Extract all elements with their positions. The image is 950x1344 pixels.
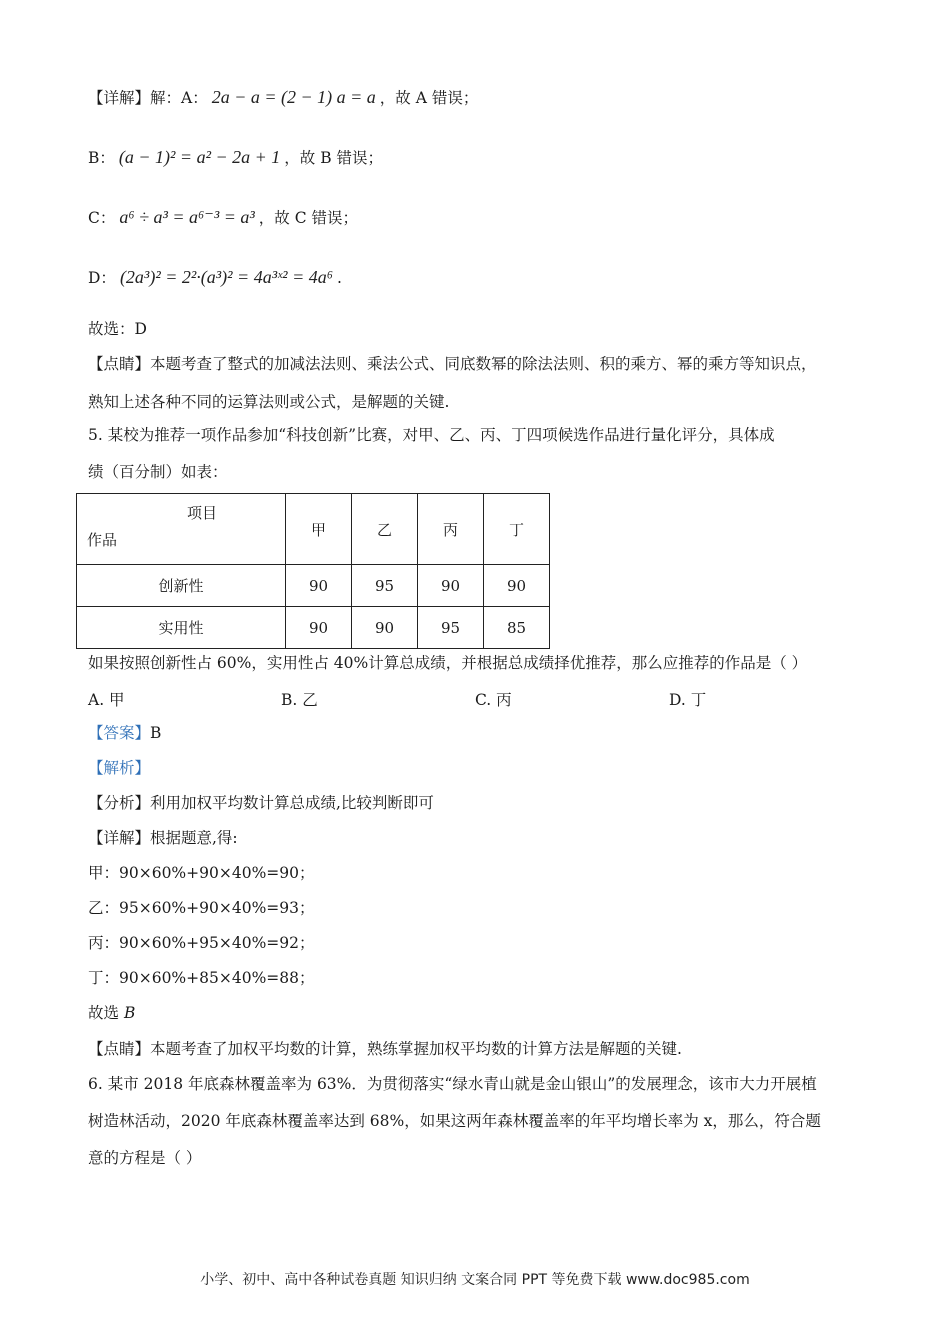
detail-2-line: 【详解】根据题意,得: [88, 829, 238, 847]
answer-line [88, 722, 161, 744]
detail-line-b [88, 146, 383, 169]
formula-b: (a − 1)² = a² − 2a + 1 [118, 147, 281, 167]
option-d: D. 丁 [669, 691, 707, 709]
table-cell: 90 [484, 565, 550, 607]
choice-line-1: 故选：D [88, 320, 147, 338]
formula-d: (2a³)² = 2²·(a³)² = 4a³ˣ² = 4a⁶ [119, 267, 333, 287]
choice-2-value: B [123, 1004, 136, 1022]
choice-line-2 [88, 1002, 135, 1024]
table-cell: 95 [352, 565, 418, 607]
question-5-line-2: 绩（百分制）如表： [88, 463, 228, 481]
question-6-line-1: 6. 某市 2018 年底森林覆盖率为 63%．为贯彻落实“绿水青山就是金山银山”的发展理念，该市大力开展植 [88, 1075, 817, 1093]
formula-a: 2a − a = (2 − 1) a = a [211, 87, 376, 107]
corner-bottom-label: 作品 [87, 531, 118, 549]
choice-2-prefix: 故选 [88, 1004, 124, 1022]
answer-label: 【答案】 [88, 724, 151, 742]
table-cell: 90 [286, 607, 352, 649]
option-a: A. 甲 [88, 691, 125, 709]
formula-c: a⁶ ÷ a³ = a⁶⁻³ = a³ [119, 207, 255, 227]
option-c: C. 丙 [475, 691, 512, 709]
table-cell: 85 [484, 607, 550, 649]
analysis-label: 【解析】 [88, 759, 151, 777]
analysis-line: 【分析】利用加权平均数计算总成绩,比较判断即可 [88, 794, 434, 812]
question-5-prompt: 如果按照创新性占 60%，实用性占 40%计算总成绩，并根据总成绩择优推荐，那么应推荐的作品是（ ） [88, 654, 808, 672]
score-table [76, 493, 550, 649]
line-b-tail: ，故 B 错误； [284, 149, 384, 167]
detail-line-a [88, 86, 478, 109]
line-b-label: B： [88, 149, 115, 167]
question-5-line-1: 5. 某校为推荐一项作品参加“科技创新”比赛，对甲、乙、丙、丁四项候选作品进行量化评分，具体成 [88, 426, 775, 444]
line-d-tail: . [336, 269, 342, 287]
line-d-label: D： [88, 269, 116, 287]
table-header-cell: 丙 [418, 494, 484, 565]
detail-line-d [88, 266, 342, 289]
table-cell: 90 [286, 565, 352, 607]
question-6-line-3: 意的方程是（ ） [88, 1149, 202, 1167]
detail-line-c [88, 206, 358, 229]
option-b: B. 乙 [281, 691, 318, 709]
calc-line-jia: 甲：90×60%+90×40%=90； [88, 864, 315, 882]
calc-line-bing: 丙：90×60%+95×40%=92； [88, 934, 315, 952]
table-header-cell: 甲 [286, 494, 352, 565]
table-cell: 90 [352, 607, 418, 649]
table-row [77, 565, 550, 607]
line-c-label: C： [88, 209, 116, 227]
comment-1-line-1: 【点睛】本题考查了整式的加减法法则、乘法公式、同底数幂的除法法则、积的乘方、幂的乘方等知识点， [88, 355, 817, 373]
answer-value: B [150, 724, 162, 742]
detail-intro: 【详解】解：A： [88, 89, 208, 107]
table-cell: 90 [418, 565, 484, 607]
table-header-cell: 乙 [352, 494, 418, 565]
row-label: 创新性 [77, 565, 286, 607]
calc-line-yi: 乙：95×60%+90×40%=93； [88, 899, 315, 917]
line-c-tail: ，故 C 错误； [258, 209, 358, 227]
table-corner-cell [77, 494, 286, 565]
comment-2-line: 【点睛】本题考查了加权平均数的计算，熟练掌握加权平均数的计算方法是解题的关键. [88, 1040, 682, 1058]
row-label: 实用性 [77, 607, 286, 649]
table-header-cell: 丁 [484, 494, 550, 565]
line-a-tail: ，故 A 错误； [379, 89, 479, 107]
table-header-row [77, 494, 550, 565]
corner-top-label: 项目 [186, 504, 217, 522]
table-row [77, 607, 550, 649]
table-cell: 95 [418, 607, 484, 649]
comment-1-line-2: 熟知上述各种不同的运算法则或公式，是解题的关键. [88, 393, 450, 411]
question-6-line-2: 树造林活动，2020 年底森林覆盖率达到 68%，如果这两年森林覆盖率的年平均增长率为 x，那么，符合题 [88, 1112, 821, 1130]
calc-line-ding: 丁：90×60%+85×40%=88； [88, 969, 315, 987]
page-footer: 小学、初中、高中各种试卷真题 知识归纳 文案合同 PPT 等免费下载 www.doc985.com [200, 1272, 750, 1288]
